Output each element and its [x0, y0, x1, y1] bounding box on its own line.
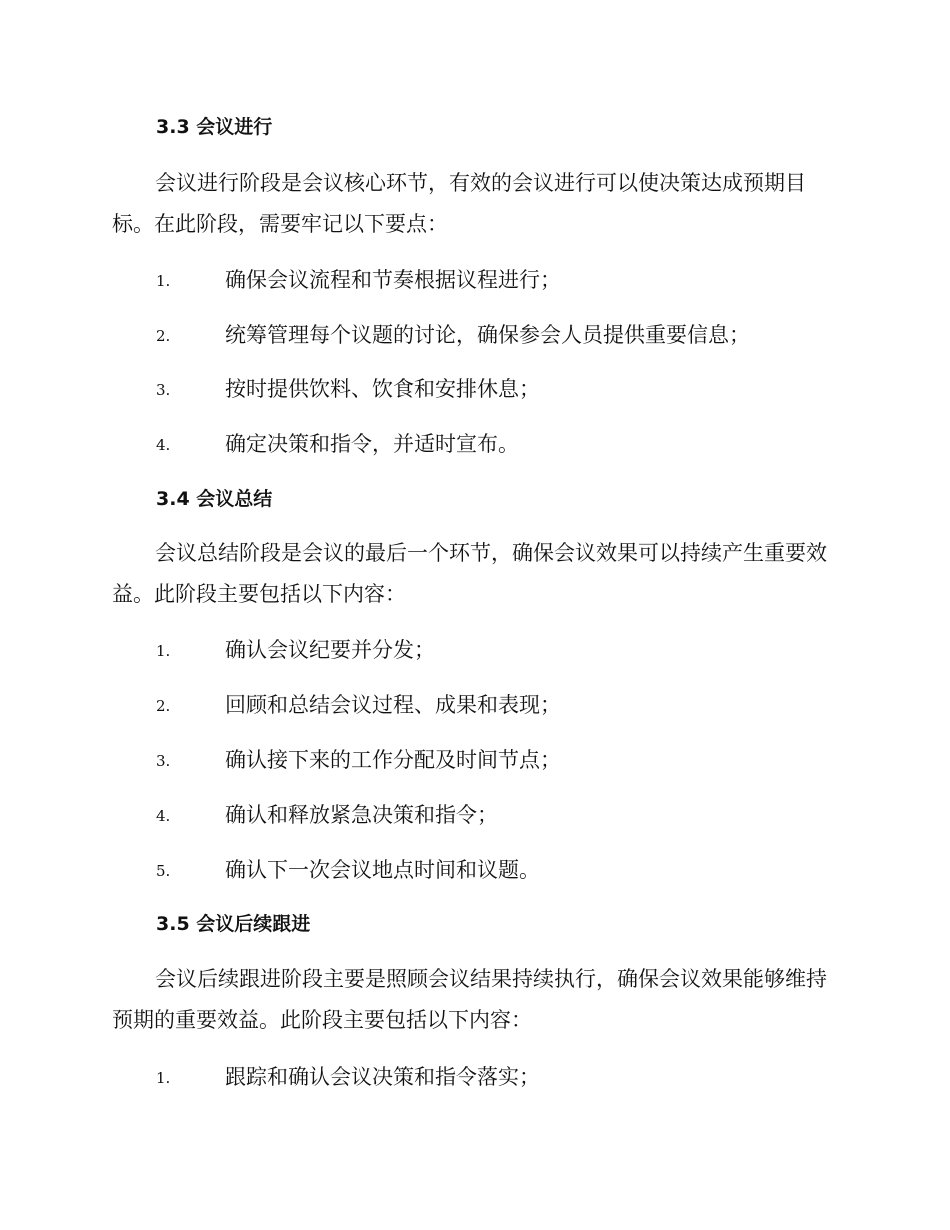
list-item-number: 2. — [156, 327, 171, 345]
list-item-text: 确认和释放紧急决策和指令； — [225, 803, 498, 827]
list-item-number: 2. — [156, 697, 171, 715]
section-paragraph-3-4: 会议总结阶段是会议的最后一个环节，确保会议效果可以持续产生重要效益。此阶段主要包括以下内容： — [112, 541, 827, 606]
section-heading-3-5: 3.5 会议后续跟进 — [156, 913, 311, 935]
section-heading-3-3: 3.3 会议进行 — [156, 116, 273, 138]
list-item-text: 按时提供饮料、饮食和安排休息； — [225, 377, 540, 401]
list-item-number: 1. — [156, 1069, 171, 1087]
section-paragraph-3-3: 会议进行阶段是会议核心环节，有效的会议进行可以使决策达成预期目标。在此阶段，需要牢记以下要点： — [112, 171, 806, 236]
list-item-text: 确保会议流程和节奏根据议程进行； — [225, 268, 561, 292]
list-item-text: 跟踪和确认会议决策和指令落实； — [225, 1065, 540, 1089]
list-item-text: 确认下一次会议地点时间和议题。 — [225, 858, 540, 882]
list-item-number: 4. — [156, 436, 171, 454]
list-item-number: 4. — [156, 807, 171, 825]
list-item-text: 确认接下来的工作分配及时间节点； — [225, 748, 561, 772]
list-item-text: 确认会议纪要并分发； — [225, 638, 435, 662]
list-item-number: 5. — [156, 862, 171, 880]
list-item-number: 1. — [156, 642, 171, 660]
list-item-text: 回顾和总结会议过程、成果和表现； — [225, 693, 561, 717]
section-heading-3-4: 3.4 会议总结 — [156, 488, 273, 510]
list-item-number: 3. — [156, 381, 171, 399]
section-paragraph-3-5: 会议后续跟进阶段主要是照顾会议结果持续执行，确保会议效果能够维持预期的重要效益。此阶段主要包括以下内容： — [112, 967, 827, 1032]
list-item-text: 统筹管理每个议题的讨论，确保参会人员提供重要信息； — [225, 323, 750, 347]
list-item-number: 1. — [156, 272, 171, 290]
list-item-text: 确定决策和指令，并适时宣布。 — [225, 432, 519, 456]
list-item-number: 3. — [156, 752, 171, 770]
